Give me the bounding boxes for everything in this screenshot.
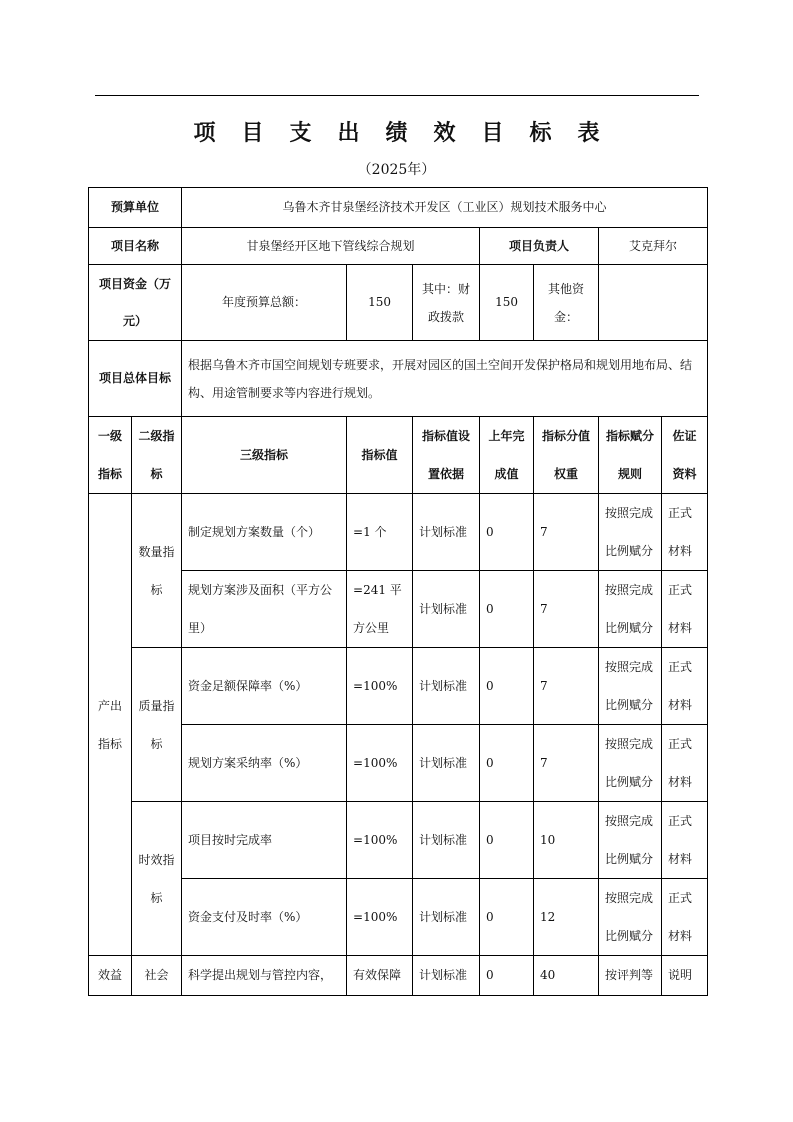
header-evidence: 佐证资料 — [662, 417, 708, 494]
performance-table — [88, 187, 708, 996]
table-row — [89, 956, 708, 996]
row-basis: 计划标准 — [413, 879, 480, 956]
goal-label: 项目总体目标 — [89, 341, 182, 417]
row-basis: 计划标准 — [413, 494, 480, 571]
row-basis: 计划标准 — [413, 725, 480, 802]
header-level1: 一级指标 — [89, 417, 132, 494]
row-weight: 7 — [534, 725, 599, 802]
row-weight: 7 — [534, 494, 599, 571]
group-quantity: 数量指标 — [132, 494, 182, 648]
row-weight: 10 — [534, 802, 599, 879]
row-last: 0 — [480, 571, 534, 648]
row-basis: 计划标准 — [413, 571, 480, 648]
row-last: 0 — [480, 648, 534, 725]
owner-value: 艾克拜尔 — [599, 228, 708, 265]
table-row — [89, 571, 708, 648]
row-value: =100% — [347, 879, 413, 956]
row-evidence: 正式材料 — [662, 648, 708, 725]
group-output: 产出指标 — [89, 494, 132, 956]
annual-budget-label: 年度预算总额： — [182, 265, 347, 341]
funds-label: 项目资金（万元） — [89, 265, 182, 341]
row-rule: 按照完成比例赋分 — [599, 648, 662, 725]
row-name: 科学提出规划与管控内容， — [182, 956, 347, 996]
row-name: 规划方案采纳率（%） — [182, 725, 347, 802]
row-name: 规划方案涉及面积（平方公里） — [182, 571, 347, 648]
row-weight: 12 — [534, 879, 599, 956]
header-basis: 指标值设置依据 — [413, 417, 480, 494]
header-level2: 二级指标 — [132, 417, 182, 494]
row-rule: 按照完成比例赋分 — [599, 494, 662, 571]
row-name: 资金足额保障率（%） — [182, 648, 347, 725]
row-evidence: 正式材料 — [662, 802, 708, 879]
row-weight: 7 — [534, 648, 599, 725]
top-rule — [95, 95, 699, 96]
owner-label: 项目负责人 — [480, 228, 599, 265]
budget-unit-label: 预算单位 — [89, 188, 182, 228]
row-evidence: 正式材料 — [662, 879, 708, 956]
table-row — [89, 879, 708, 956]
row-value: 有效保障 — [347, 956, 413, 996]
row-rule: 按照完成比例赋分 — [599, 879, 662, 956]
row-last: 0 — [480, 494, 534, 571]
row-name: 项目按时完成率 — [182, 802, 347, 879]
group-social: 社会 — [132, 956, 182, 996]
row-last: 0 — [480, 725, 534, 802]
row-evidence: 正式材料 — [662, 725, 708, 802]
fiscal-value: 150 — [480, 265, 534, 341]
header-value: 指标值 — [347, 417, 413, 494]
goal-value: 根据乌鲁木齐市国空间规划专班要求，开展对园区的国土空间开发保护格局和规划用地布局、结构、用途管制要求等内容进行规划。 — [182, 341, 708, 417]
row-rule: 按评判等 — [599, 956, 662, 996]
header-rule: 指标赋分规则 — [599, 417, 662, 494]
project-name-label: 项目名称 — [89, 228, 182, 265]
other-funds-label: 其他资金： — [534, 265, 599, 341]
group-quality: 质量指标 — [132, 648, 182, 802]
row-rule: 按照完成比例赋分 — [599, 725, 662, 802]
table-row — [89, 648, 708, 725]
row-basis: 计划标准 — [413, 802, 480, 879]
row-value: =100% — [347, 802, 413, 879]
row-value: =100% — [347, 725, 413, 802]
row-weight: 7 — [534, 571, 599, 648]
annual-budget-value: 150 — [347, 265, 413, 341]
budget-unit-value: 乌鲁木齐甘泉堡经济技术开发区（工业区）规划技术服务中心 — [182, 188, 708, 228]
table-row — [89, 494, 708, 571]
project-name-value: 甘泉堡经开区地下管线综合规划 — [182, 228, 480, 265]
row-evidence: 正式材料 — [662, 494, 708, 571]
row-value: =100% — [347, 648, 413, 725]
table-row — [89, 725, 708, 802]
row-name: 资金支付及时率（%） — [182, 879, 347, 956]
row-last: 0 — [480, 802, 534, 879]
table-row — [89, 802, 708, 879]
row-value: =241 平方公里 — [347, 571, 413, 648]
fiscal-label: 其中：财政拨款 — [413, 265, 480, 341]
group-benefit: 效益 — [89, 956, 132, 996]
row-basis: 计划标准 — [413, 956, 480, 996]
year-label: （2025年） — [357, 162, 436, 178]
row-evidence: 正式材料 — [662, 571, 708, 648]
row-name: 制定规划方案数量（个） — [182, 494, 347, 571]
header-weight: 指标分值权重 — [534, 417, 599, 494]
group-timeliness: 时效指标 — [132, 802, 182, 956]
row-evidence: 说明 — [662, 956, 708, 996]
row-weight: 40 — [534, 956, 599, 996]
other-funds-value — [599, 265, 708, 341]
row-last: 0 — [480, 956, 534, 996]
row-rule: 按照完成比例赋分 — [599, 571, 662, 648]
row-last: 0 — [480, 879, 534, 956]
row-rule: 按照完成比例赋分 — [599, 802, 662, 879]
header-last-year: 上年完成值 — [480, 417, 534, 494]
row-value: =1 个 — [347, 494, 413, 571]
header-level3: 三级指标 — [182, 417, 347, 494]
row-basis: 计划标准 — [413, 648, 480, 725]
page-title: 项目支出绩效目标表 — [193, 120, 626, 146]
